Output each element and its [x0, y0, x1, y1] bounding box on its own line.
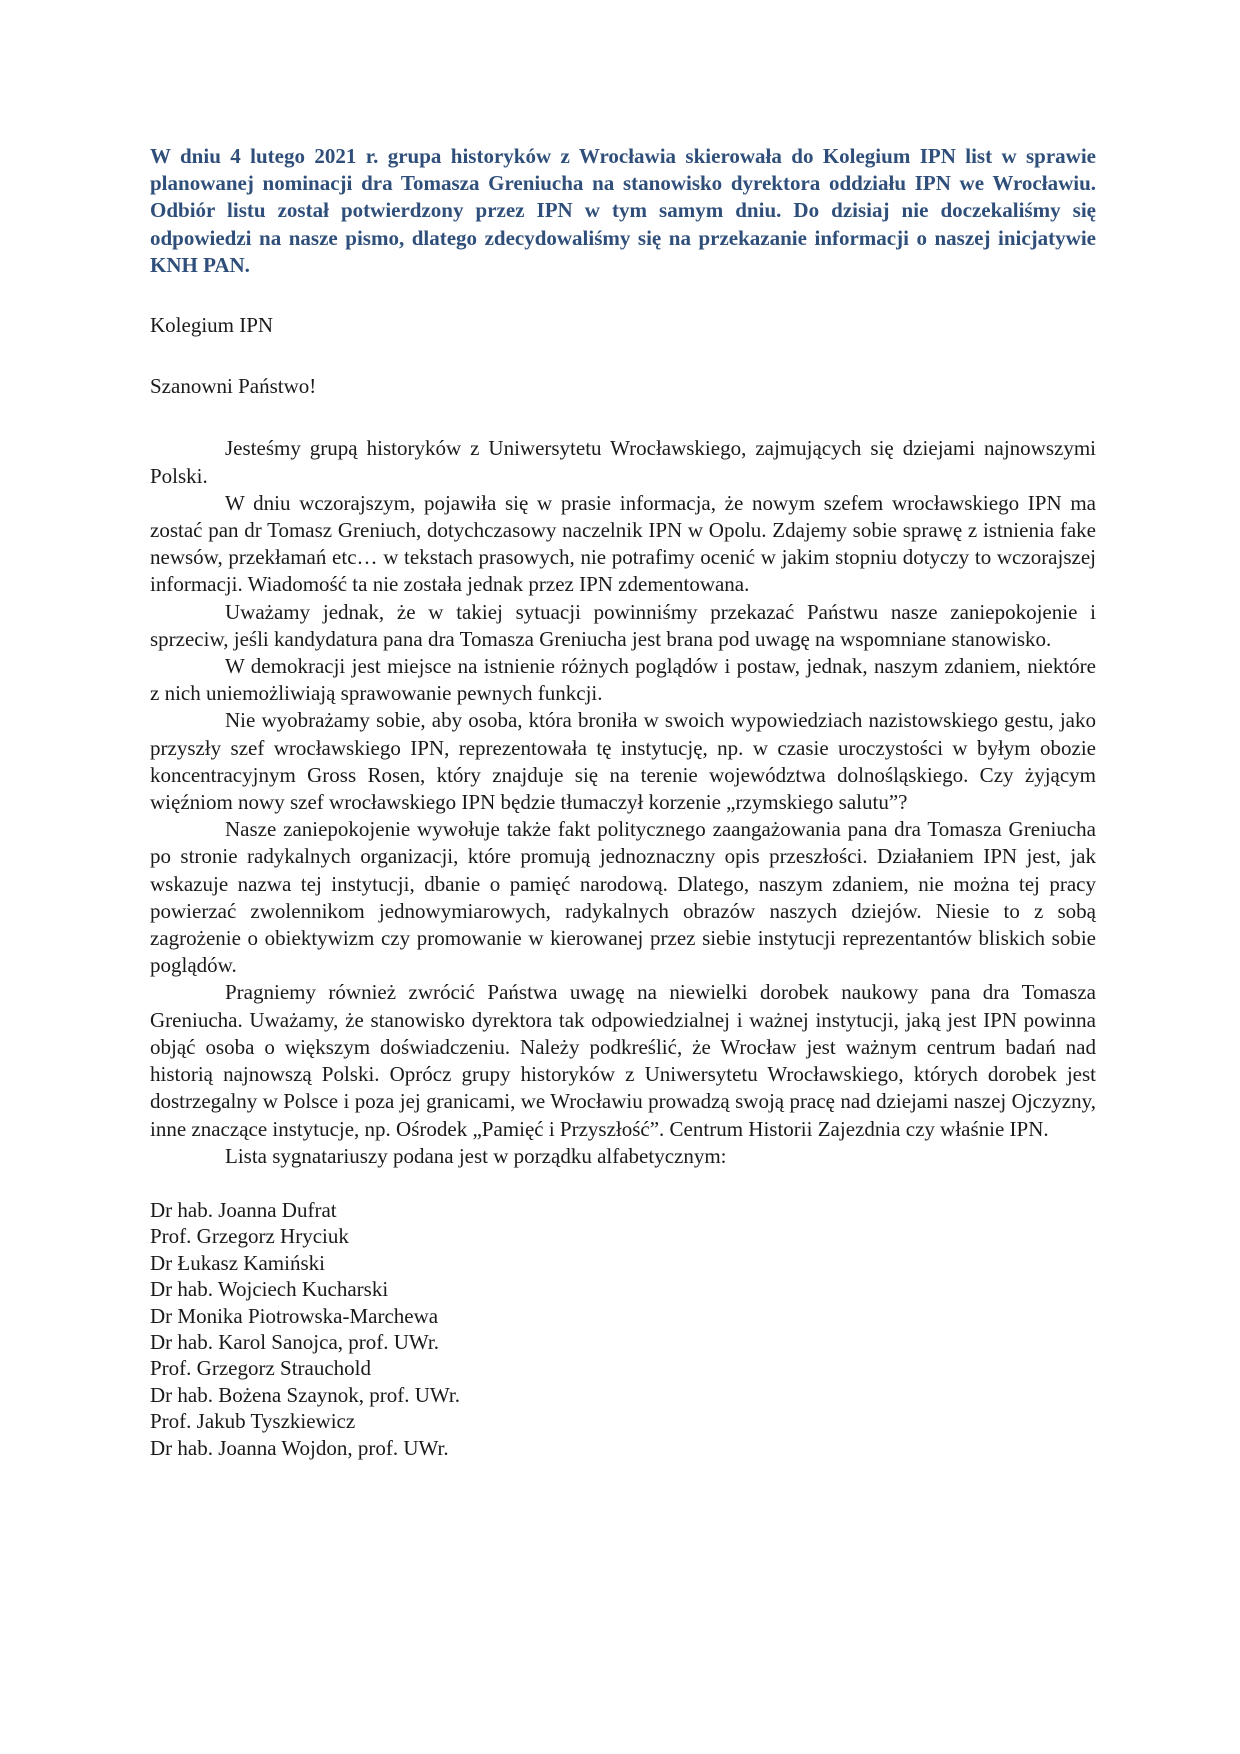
body-paragraph: W dniu wczorajszym, pojawiła się w prasie informacja, że nowym szefem wrocławskiego IPN ma zostać pan dr Tomasz Greniuch, dotychczasowy naczelnik IPN w Opolu. Zdajemy sobie sprawę z istnienia fake newsów, przekłamań etc… w tekstach prasowych, nie potrafimy ocenić w jakim stopniu dotyczy to wczorajszej informacji. Wiadomość ta nie została jednak przez IPN zdementowana. — [150, 490, 1096, 597]
body-paragraph: Jesteśmy grupą historyków z Uniwersytetu Wrocławskiego, zajmujących się dziejami najnowszymi Polski. — [150, 436, 1096, 488]
salutation: Szanowni Państwo! — [150, 374, 317, 399]
signatory: Dr Łukasz Kamiński — [150, 1250, 325, 1275]
signatory: Dr Monika Piotrowska-Marchewa — [150, 1303, 439, 1328]
signatories-intro: Lista sygnatariuszy podana jest w porządku alfabetycznym: — [225, 1143, 727, 1168]
signatory: Prof. Jakub Tyszkiewicz — [150, 1409, 356, 1434]
body-paragraph: Nasze zaniepokojenie wywołuje także fakt politycznego zaangażowania pana dra Tomasza Greniucha po stronie radykalnych organizacji, które promują jednoznaczny opis przeszłości. Działaniem IPN jest, jak wskazuje nazwa tej instytucji, dbanie o pamięć narodową. Dlatego, naszym zdaniem, nie można tej pracy powierzać zwolennikom jednowymiarowych, radykalnych obrazów naszych dziejów. Niesie to z sobą zagrożenie o obiektywizm czy promowanie w kierowanej przez siebie instytucji reprezentantów bliskich sobie poglądów. — [150, 817, 1096, 978]
signatory: Dr hab. Joanna Dufrat — [150, 1197, 337, 1222]
signatory: Dr hab. Bożena Szaynok, prof. UWr. — [150, 1382, 460, 1407]
signatories-list — [150, 1197, 1096, 1461]
signatory: Prof. Grzegorz Strauchold — [150, 1356, 372, 1381]
addressee: Kolegium IPN — [150, 313, 274, 338]
letter-body — [150, 435, 1096, 1169]
signatory: Prof. Grzegorz Hryciuk — [150, 1224, 349, 1249]
signatory: Dr hab. Joanna Wojdon, prof. UWr. — [150, 1435, 449, 1460]
signatory: Dr hab. Wojciech Kucharski — [150, 1277, 389, 1302]
body-paragraph: W demokracji jest miejsce na istnienie różnych poglądów i postaw, jednak, naszym zdaniem, niektóre z nich uniemożliwiają sprawowanie pewnych funkcji. — [150, 654, 1096, 706]
body-paragraph: Uważamy jednak, że w takiej sytuacji powinniśmy przekazać Państwu nasze zaniepokojenie i sprzeciw, jeśli kandydatura pana dra Tomasza Greniucha jest brana pod uwagę na wspomniane stanowisko. — [150, 599, 1096, 651]
signatory: Dr hab. Karol Sanojca, prof. UWr. — [150, 1329, 439, 1354]
intro-note: W dniu 4 lutego 2021 r. grupa historyków z Wrocławia skierowała do Kolegium IPN list w sprawie planowanej nominacji dra Tomasza Greniucha na stanowisko dyrektora oddziału IPN we Wrocławiu. Odbiór listu został potwierdzony przez IPN w tym samym dniu. Do dzisiaj nie doczekaliśmy się odpowiedzi na nasze pismo, dlatego zdecydowaliśmy się na przekazanie informacji o naszej inicjatywie KNH PAN. — [150, 144, 1096, 277]
body-paragraph: Pragniemy również zwrócić Państwa uwagę na niewielki dorobek naukowy pana dra Tomasza Greniucha. Uważamy, że stanowisko dyrektora tak odpowiedzialnej i ważnej instytucji, jaką jest IPN powinna objąć osoba o większym doświadczeniu. Należy podkreślić, że Wrocław jest ważnym centrum badań nad historią najnowszą Polski. Oprócz grupy historyków z Uniwersytetu Wrocławskiego, których dorobek jest dostrzegalny w Polsce i poza jej granicami, we Wrocławiu prowadzą swoją pracę nad dziejami naszej Ojczyzny, inne znaczące instytucje, np. Ośrodek „Pamięć i Przyszłość”. Centrum Historii Zajezdnia czy właśnie IPN. — [150, 980, 1096, 1141]
letter-content — [150, 143, 1096, 1461]
body-paragraph: Nie wyobrażamy sobie, aby osoba, która broniła w swoich wypowiedziach nazistowskiego gestu, jako przyszły szef wrocławskiego IPN, reprezentowała tę instytucję, np. w czasie uroczystości w byłym obozie koncentracyjnym Gross Rosen, który znajduje się na terenie województwa dolnośląskiego. Czy żyjącym więźniom nowy szef wrocławskiego IPN będzie tłumaczył korzenie „rzymskiego salutu”? — [150, 708, 1096, 815]
